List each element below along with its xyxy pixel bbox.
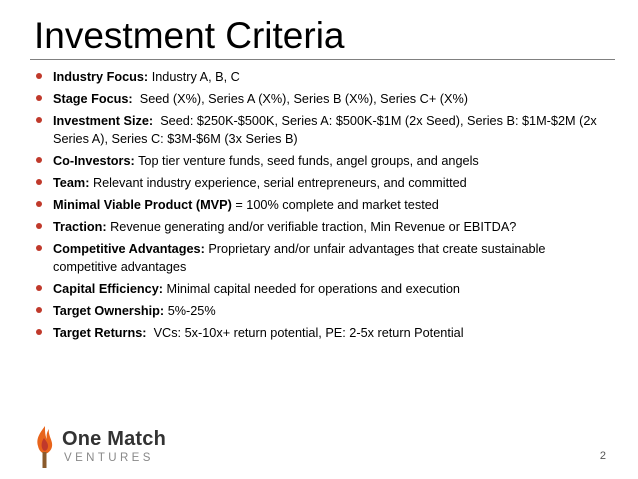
company-logo: [30, 424, 180, 470]
title-divider: [30, 59, 615, 60]
slide-title: Investment Criteria: [34, 15, 345, 56]
bullet-icon: [36, 157, 42, 163]
bullet-label: Traction:: [53, 220, 107, 234]
list-item: [34, 280, 612, 298]
flame-match-icon: [30, 424, 60, 470]
bullet-icon: [36, 245, 42, 251]
bullet-label: Team:: [53, 176, 90, 190]
bullet-icon: [36, 179, 42, 185]
bullet-label: Stage Focus:: [53, 92, 133, 106]
bullet-icon: [36, 73, 42, 79]
bullet-text: Revenue generating and/or verifiable traction, Min Revenue or EBITDA?: [110, 220, 517, 234]
bullet-icon: [36, 285, 42, 291]
list-item: [34, 152, 612, 170]
bullet-text: Industry A, B, C: [151, 70, 240, 84]
bullet-icon: [36, 223, 42, 229]
bullet-icon: [36, 201, 42, 207]
list-item: [34, 240, 612, 276]
list-item: [34, 196, 612, 214]
bullet-text: Proprietary and/or unfair advantages that create sustainable competitive advantages: [53, 242, 546, 274]
bullet-text: VCs: 5x-10x+ return potential, PE: 2-5x return Potential: [153, 326, 464, 340]
bullet-text: Top tier venture funds, seed funds, angel groups, and angels: [138, 154, 479, 168]
list-item: [34, 302, 612, 320]
bullet-label: Investment Size:: [53, 114, 154, 128]
list-item: [34, 68, 612, 86]
bullet-icon: [36, 117, 42, 123]
bullet-label: Co-Investors:: [53, 154, 135, 168]
bullet-text: Minimal capital needed for operations and execution: [166, 282, 460, 296]
logo-subtitle: VENTURES: [64, 452, 154, 464]
bullet-icon: [36, 307, 42, 313]
list-item: [34, 218, 612, 236]
logo-name: One Match: [62, 428, 167, 450]
bullet-icon: [36, 329, 42, 335]
bullet-label: Competitive Advantages:: [53, 242, 205, 256]
list-item: [34, 112, 612, 148]
bullet-icon: [36, 95, 42, 101]
bullet-text: 5%-25%: [167, 304, 216, 318]
bullet-text: Seed: $250K-$500K, Series A: $500K-$1M (2x Seed), Series B: $1M-$2M (2x Series A), Series C: $3M-$6M (3x Series B): [53, 114, 597, 146]
bullet-text: Seed (X%), Series A (X%), Series B (X%), Series C+ (X%): [139, 92, 468, 106]
bullet-label: Industry Focus:: [53, 70, 149, 84]
bullet-text: = 100% complete and market tested: [235, 198, 439, 212]
list-item: [34, 174, 612, 192]
page-number: 2: [599, 450, 606, 462]
bullet-label: Target Ownership:: [53, 304, 165, 318]
bullet-text: Relevant industry experience, serial entrepreneurs, and committed: [92, 176, 467, 190]
bullet-label: Target Returns:: [53, 326, 147, 340]
bullet-label: Minimal Viable Product (MVP): [53, 198, 232, 212]
list-item: [34, 324, 612, 342]
list-item: [34, 90, 612, 108]
bullet-label: Capital Efficiency:: [53, 282, 163, 296]
criteria-list: [34, 68, 612, 346]
